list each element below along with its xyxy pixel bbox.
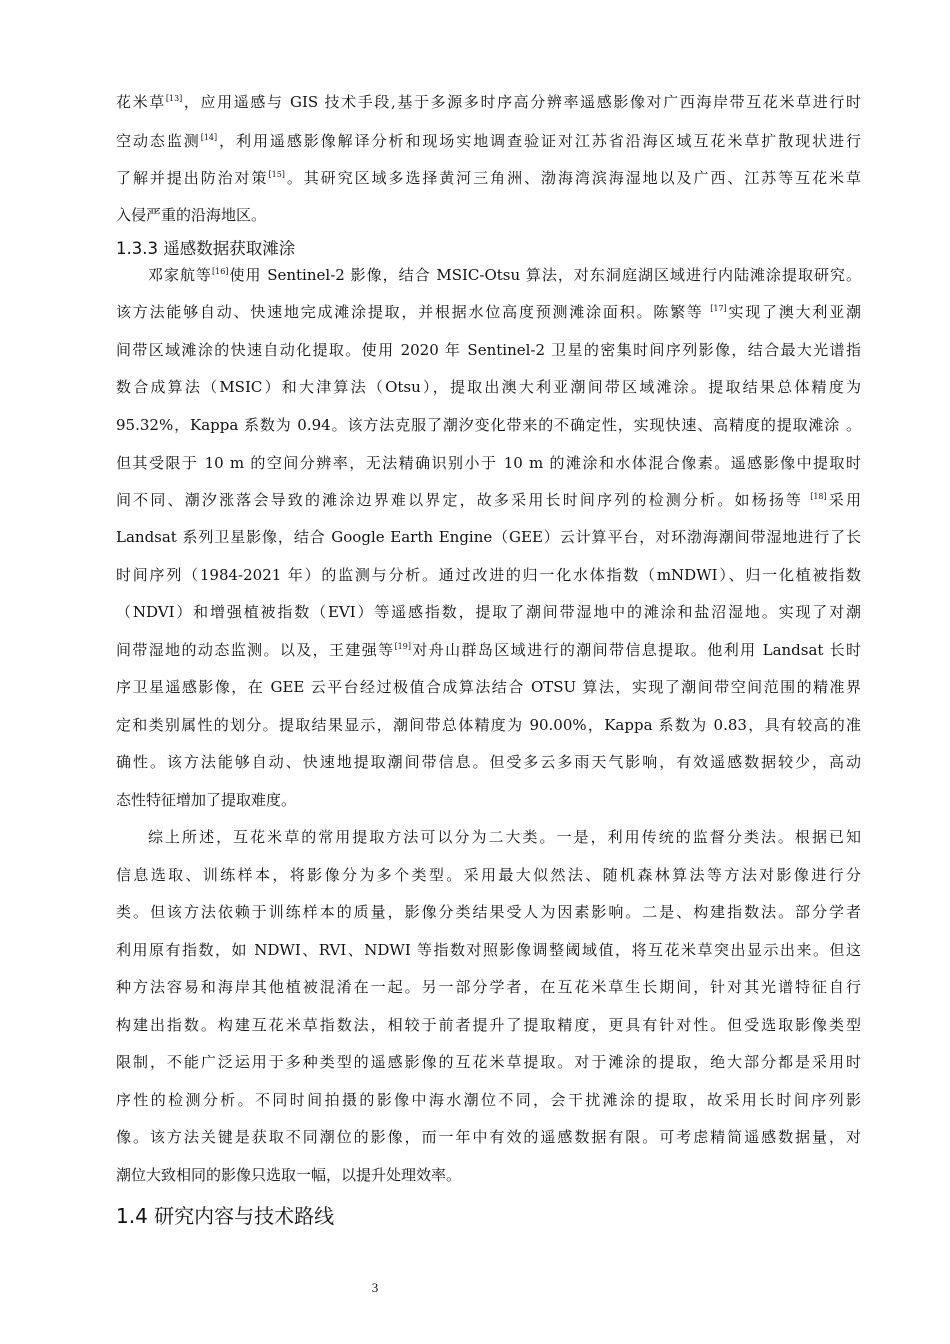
text-line: 了解并提出防治对策[15]。其研究区域多选择黄河三角洲、渤海湾滨海湿地以及广西、江苏等互花米草	[116, 169, 861, 187]
text-line: 入侵严重的沿海地区。	[116, 206, 267, 224]
text-line: 种方法容易和海岸其他植被混淆在一起。另一部分学者，在互花米草生长期间，针对其光谱特征自行	[116, 978, 861, 996]
text-line: 限制，不能广泛运用于多种类型的遥感影像的互花米草提取。对于滩涂的提取，绝大部分都是采用时	[116, 1053, 861, 1071]
text-line: 时间序列（1984-2021 年）的监测与分析。通过改进的归一化水体指数（mNDWI）、归一化植被指数	[116, 566, 861, 584]
text-line: 潮位大致相同的影像只选取一幅，以提升处理效率。	[116, 1166, 462, 1184]
text-line: 类。但该方法依赖于训练样本的质量，影像分类结果受人为因素影响。二是、构建指数法。部分学者	[116, 903, 861, 921]
text-line: 序卫星遥感影像，在 GEE 云平台经过极值合成算法结合 OTSU 算法，实现了潮间带空间范围的精准界	[116, 678, 861, 696]
text-line: 综上所述，互花米草的常用提取方法可以分为二大类。一是，利用传统的监督分类法。根据已知	[148, 828, 861, 846]
text-line: 间不同、潮汐涨落会导致的滩涂边界难以界定，故多采用长时间序列的检测分析。如杨扬等 [18]采用	[116, 491, 861, 509]
text-line: 确性。该方法能够自动、快速地提取潮间带信息。但受多云多雨天气影响，有效遥感数据较少，高动	[116, 753, 861, 771]
text-line: 间带湿地的动态监测。以及，王建强等[19]对舟山群岛区域进行的潮间带信息提取。他利用 Landsat 长时	[116, 641, 861, 659]
text-line: 邓家航等[16]使用 Sentinel-2 影像，结合 MSIC-Otsu 算法，对东洞庭湖区域进行内陆滩涂提取研究。	[148, 266, 861, 284]
text-line: 该方法能够自动、快速地完成滩涂提取，并根据水位高度预测滩涂面积。陈繁等 [17]实现了澳大利亚潮	[116, 303, 861, 321]
text-line: 定和类别属性的划分。提取结果显示，潮间带总体精度为 90.00%，Kappa 系数为 0.83，具有较高的准	[116, 716, 861, 734]
text-line: 像。该方法关键是获取不同潮位的影像，而一年中有效的遥感数据有限。可考虑精简遥感数据量，对	[116, 1128, 861, 1146]
text-line: 花米草[13]，应用遥感与 GIS 技术手段,基于多源多时序高分辨率遥感影像对广西海岸带互花米草进行时	[116, 93, 861, 111]
text-line: 构建出指数。构建互花米草指数法，相较于前者提升了提取精度，更具有针对性。但受选取影像类型	[116, 1016, 861, 1034]
text-line: （NDVI）和增强植被指数（EVI）等遥感指数，提取了潮间带湿地中的滩涂和盐沼湿地。实现了对潮	[116, 603, 861, 621]
page-number: 3	[371, 1280, 379, 1295]
section-heading-1-3-3: 1.3.3 遥感数据获取滩涂	[116, 239, 296, 258]
text-line: 空动态监测[14]，利用遥感影像解译分析和现场实地调查验证对江苏省沿海区域互花米草扩散现状进行	[116, 132, 861, 150]
text-line: Landsat 系列卫星影像，结合 Google Earth Engine（GEE）云计算平台，对环渤海潮间带湿地进行了长	[116, 528, 861, 546]
text-line: 95.32%，Kappa 系数为 0.94。该方法克服了潮汐变化带来的不确定性，实现快速、高精度的提取滩涂 。	[116, 416, 861, 434]
text-line: 但其受限于 10 m 的空间分辨率，无法精确识别小于 10 m 的滩涂和水体混合像素。遥感影像中提取时	[116, 454, 861, 472]
text-line: 间带区域滩涂的快速自动化提取。使用 2020 年 Sentinel-2 卫星的密集时间序列影像，结合最大光谱指	[116, 341, 861, 359]
text-line: 态性特征增加了提取难度。	[116, 791, 297, 809]
text-line: 数合成算法（MSIC）和大津算法（Otsu），提取出澳大利亚潮间带区域滩涂。提取结果总体精度为	[116, 378, 861, 396]
text-line: 序性的检测分析。不同时间拍摄的影像中海水潮位不同，会干扰滩涂的提取，故采用长时间序列影	[116, 1091, 861, 1109]
text-line: 信息选取、训练样本，将影像分为多个类型。采用最大似然法、随机森林算法等方法对影像进行分	[116, 866, 861, 884]
section-heading-1-4: 1.4 研究内容与技术路线	[116, 1204, 335, 1228]
text-line: 利用原有指数，如 NDWI、RVI、NDWI 等指数对照影像调整阈域值，将互花米草突出显示出来。但这	[116, 941, 861, 959]
